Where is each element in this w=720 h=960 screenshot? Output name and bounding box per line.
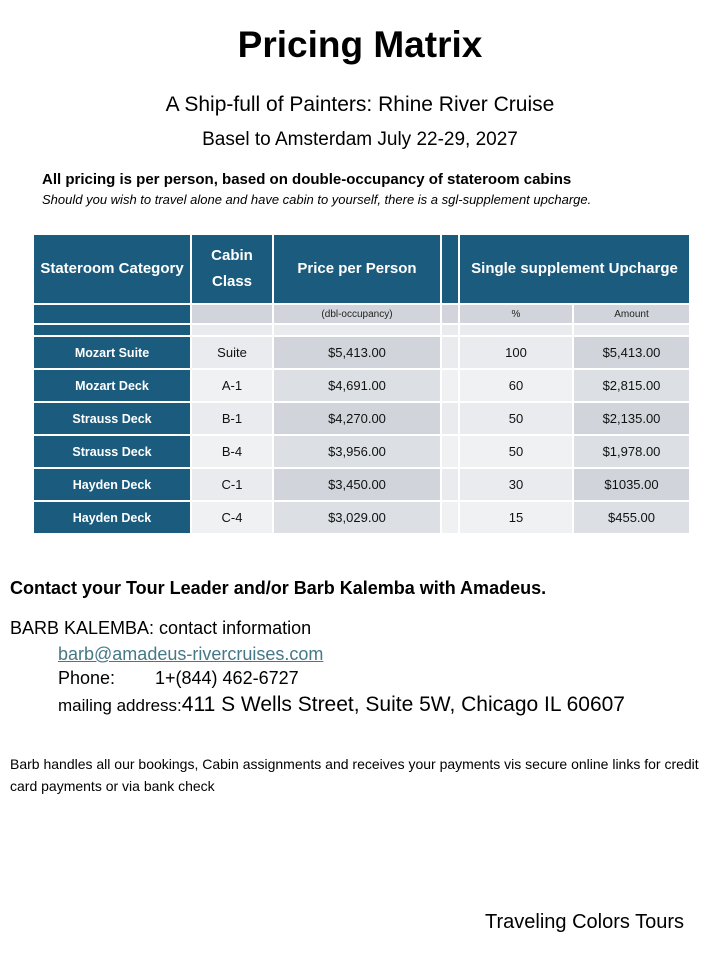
row-spacer bbox=[441, 435, 459, 468]
row-percent: 60 bbox=[459, 369, 573, 402]
row-cabin-class: C-1 bbox=[191, 468, 273, 501]
mailing-address: 411 S Wells Street, Suite 5W, Chicago IL 60607 bbox=[181, 693, 625, 716]
row-price: $3,029.00 bbox=[273, 501, 441, 534]
table-row bbox=[33, 435, 690, 468]
company-footer: Traveling Colors Tours bbox=[485, 911, 684, 933]
mailing-line bbox=[58, 693, 625, 717]
header-cabin-class: Cabin Class bbox=[191, 234, 273, 304]
table-subheader-row bbox=[33, 304, 690, 324]
table-row bbox=[33, 468, 690, 501]
row-spacer bbox=[441, 369, 459, 402]
blank-cell bbox=[33, 324, 191, 336]
contact-name-line: BARB KALEMBA: contact information bbox=[10, 618, 312, 638]
subheader-amount: Amount bbox=[573, 304, 690, 324]
table-blank-row bbox=[33, 324, 690, 336]
row-amount: $1035.00 bbox=[573, 468, 690, 501]
table-header-row bbox=[33, 234, 690, 304]
subheader-price: (dbl-occupancy) bbox=[273, 304, 441, 324]
header-price: Price per Person bbox=[273, 234, 441, 304]
row-price: $4,270.00 bbox=[273, 402, 441, 435]
row-price: $5,413.00 bbox=[273, 336, 441, 369]
header-category: Stateroom Category bbox=[33, 234, 191, 304]
table-row bbox=[33, 336, 690, 369]
row-category: Strauss Deck bbox=[33, 402, 191, 435]
row-percent: 50 bbox=[459, 435, 573, 468]
table-row bbox=[33, 402, 690, 435]
subheader-spacer bbox=[441, 304, 459, 324]
row-amount: $2,135.00 bbox=[573, 402, 690, 435]
table-row bbox=[33, 369, 690, 402]
row-cabin-class: Suite bbox=[191, 336, 273, 369]
row-category: Mozart Suite bbox=[33, 336, 191, 369]
header-supplement: Single supplement Upcharge bbox=[459, 234, 690, 304]
supplement-note: Should you wish to travel alone and have cabin to yourself, there is a sgl-supplement upcharge. bbox=[42, 192, 592, 207]
row-category: Strauss Deck bbox=[33, 435, 191, 468]
row-amount: $455.00 bbox=[573, 501, 690, 534]
table-row bbox=[33, 501, 690, 534]
phone-line bbox=[58, 668, 299, 689]
phone-label: Phone: bbox=[58, 668, 116, 688]
header-spacer bbox=[441, 234, 459, 304]
page-title: Pricing Matrix bbox=[237, 24, 483, 65]
row-category: Hayden Deck bbox=[33, 468, 191, 501]
row-category: Hayden Deck bbox=[33, 501, 191, 534]
row-amount: $1,978.00 bbox=[573, 435, 690, 468]
bookings-note: Barb handles all our bookings, Cabin assignments and receives your payments vis secure online links for credit card payments or via bank check bbox=[10, 756, 699, 794]
row-price: $3,956.00 bbox=[273, 435, 441, 468]
row-spacer bbox=[441, 468, 459, 501]
blank-cell bbox=[459, 324, 573, 336]
email-link[interactable]: barb@amadeus-rivercruises.com bbox=[58, 644, 324, 664]
cruise-subtitle: A Ship-full of Painters: Rhine River Cruise bbox=[165, 93, 555, 116]
blank-cell bbox=[441, 324, 459, 336]
subheader-category-cell bbox=[33, 304, 191, 324]
row-price: $4,691.00 bbox=[273, 369, 441, 402]
blank-cell bbox=[191, 324, 273, 336]
row-cabin-class: C-4 bbox=[191, 501, 273, 534]
row-spacer bbox=[441, 402, 459, 435]
row-amount: $5,413.00 bbox=[573, 336, 690, 369]
row-spacer bbox=[441, 336, 459, 369]
row-percent: 30 bbox=[459, 468, 573, 501]
blank-cell bbox=[573, 324, 690, 336]
row-spacer bbox=[441, 501, 459, 534]
mailing-label: mailing address: bbox=[58, 696, 182, 715]
row-cabin-class: B-4 bbox=[191, 435, 273, 468]
contact-heading: Contact your Tour Leader and/or Barb Kalemba with Amadeus. bbox=[10, 578, 547, 598]
row-amount: $2,815.00 bbox=[573, 369, 690, 402]
row-percent: 100 bbox=[459, 336, 573, 369]
row-cabin-class: A-1 bbox=[191, 369, 273, 402]
row-percent: 15 bbox=[459, 501, 573, 534]
blank-cell bbox=[273, 324, 441, 336]
subheader-percent: % bbox=[459, 304, 573, 324]
cruise-dates: Basel to Amsterdam July 22-29, 2027 bbox=[202, 129, 518, 150]
row-category: Mozart Deck bbox=[33, 369, 191, 402]
row-cabin-class: B-1 bbox=[191, 402, 273, 435]
row-price: $3,450.00 bbox=[273, 468, 441, 501]
pricing-table bbox=[32, 233, 691, 535]
pricing-note: All pricing is per person, based on double-occupancy of stateroom cabins bbox=[42, 171, 572, 188]
row-percent: 50 bbox=[459, 402, 573, 435]
subheader-class-cell bbox=[191, 304, 273, 324]
phone-number: 1+(844) 462-6727 bbox=[155, 668, 299, 688]
